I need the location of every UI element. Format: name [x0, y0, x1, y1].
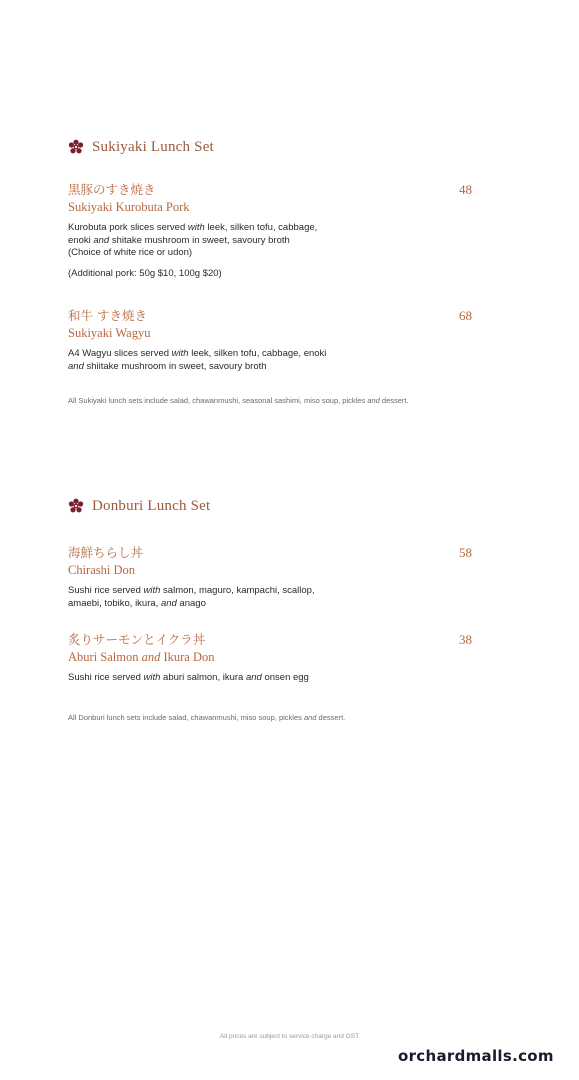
sukiyaki-section	[68, 135, 488, 405]
menu-item-kurobuta	[68, 181, 472, 280]
item-description: Kurobuta pork slices served with leek, silken tofu, cabbage, enoki and shitake mushroom in sweet, savoury broth (Choice of white rice or udon)	[68, 222, 318, 258]
menu-item-wagyu	[68, 307, 472, 373]
watermark: orchardmalls.com	[398, 1047, 554, 1065]
section-title: Donburi Lunch Set	[92, 497, 211, 514]
menu-item-aburi-salmon	[68, 631, 472, 685]
item-description: Sushi rice served with salmon, maguro, kampachi, scallop, amaebi, tobiko, ikura, and anago	[68, 585, 315, 609]
item-description: Sushi rice served with aburi salmon, ikura and onsen egg	[68, 672, 309, 683]
item-description: A4 Wagyu slices served with leek, silken tofu, cabbage, enoki and shiitake mushroom in sweet, savoury broth	[68, 348, 327, 372]
item-name-jp: 黒豚のすき焼き	[68, 182, 156, 197]
item-name-en: Sukiyaki Kurobuta Pork	[68, 200, 190, 214]
item-price: 48	[459, 182, 472, 197]
item-name-en: Chirashi Don	[68, 563, 136, 577]
item-price: 68	[459, 308, 472, 323]
item-name-en: Sukiyaki Wagyu	[68, 326, 151, 340]
flower-icon	[68, 498, 84, 514]
item-extra: (Additional pork: 50g $10, 100g $20)	[68, 267, 222, 279]
item-name-jp: 海鮮ちらし丼	[68, 545, 144, 560]
section-heading	[68, 494, 488, 518]
section-heading	[68, 135, 488, 159]
donburi-section	[68, 494, 488, 722]
item-name-en: Aburi Salmon and Ikura Don	[68, 650, 215, 664]
section-note: All Donburi lunch sets include salad, chawanmushi, miso soup, pickles and dessert.	[68, 713, 346, 722]
item-name-jp: 和牛 すき焼き	[68, 308, 147, 323]
item-price: 38	[459, 632, 472, 647]
item-price: 58	[459, 545, 472, 560]
flower-icon	[68, 139, 84, 155]
item-name-jp: 炙りサーモンとイクラ丼	[68, 632, 206, 647]
section-title: Sukiyaki Lunch Set	[92, 138, 214, 155]
menu-item-chirashi	[68, 544, 472, 610]
footer-note: All prices are subject to service charge and GST	[219, 1033, 360, 1040]
section-note: All Sukiyaki lunch sets include salad, chawanmushi, seasonal sashimi, miso soup, pickles and dessert.	[68, 396, 409, 405]
